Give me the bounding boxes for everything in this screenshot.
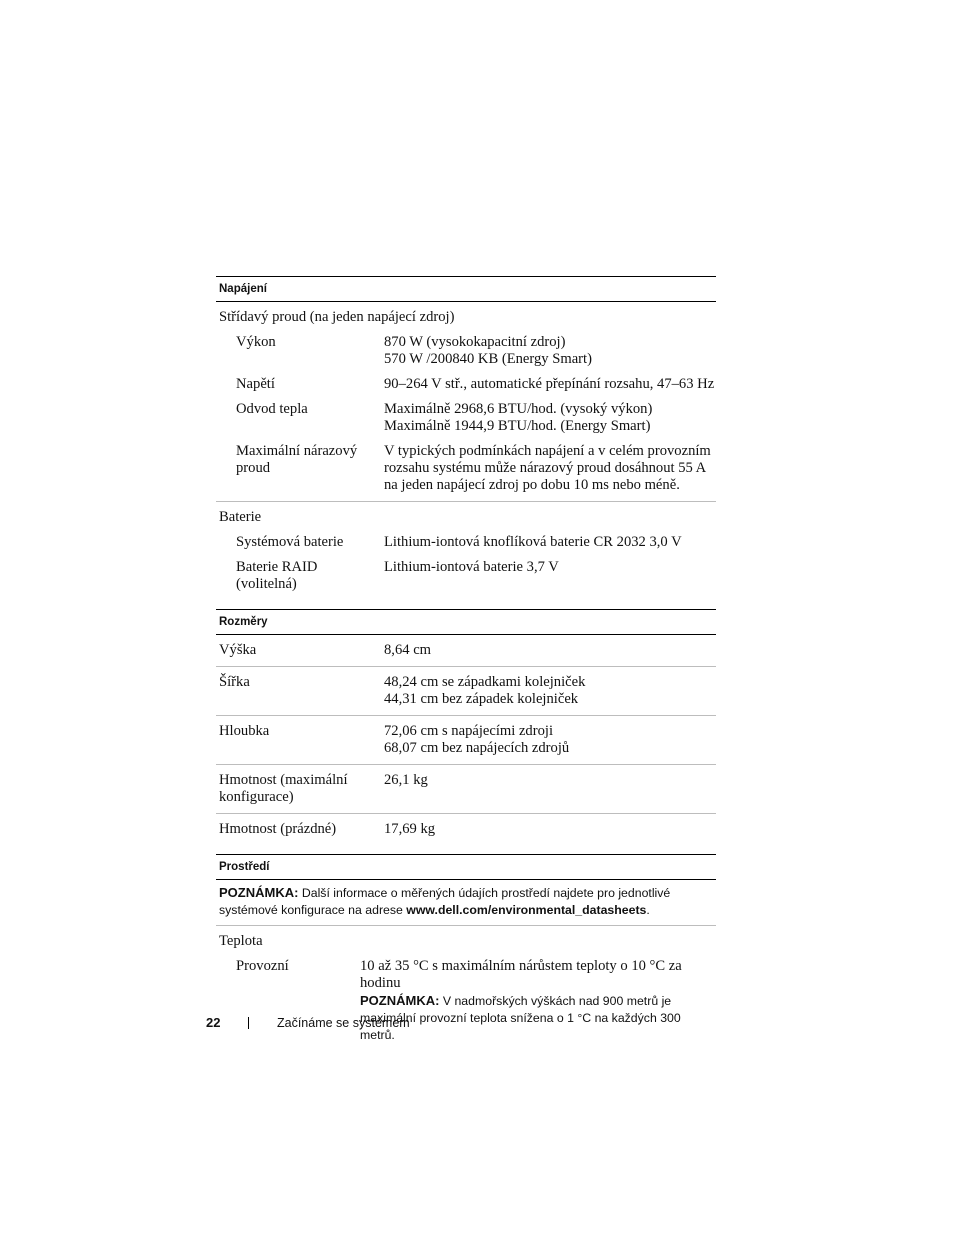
group-battery: Baterie	[219, 509, 262, 525]
label-height: Výška	[219, 642, 257, 658]
label-line: Baterie RAID	[236, 559, 318, 575]
label-empty-weight: Hmotnost (prázdné)	[219, 821, 337, 837]
value-max-weight: 26,1 kg	[384, 772, 428, 788]
value-line: 870 W (vysokokapacitní zdroj)	[384, 334, 566, 350]
specification-table	[216, 276, 716, 1044]
row-width	[216, 667, 716, 716]
value-system-battery: Lithium-iontová knoflíková baterie CR 2032 3,0 V	[384, 534, 682, 550]
value-operating	[360, 958, 716, 1044]
label-operating: Provozní	[236, 958, 289, 974]
value-line: 72,06 cm s napájecími zdroji	[384, 723, 553, 739]
environmental-datasheets-link[interactable]: www.dell.com/environmental_datasheets	[406, 903, 647, 917]
label-wattage: Výkon	[236, 334, 276, 350]
chapter-title: Začínáme se systémem	[277, 1015, 410, 1030]
note-label: POZNÁMKA:	[219, 885, 299, 900]
group-temperature: Teplota	[219, 933, 263, 949]
value-line: Maximálně 1944,9 BTU/hod. (Energy Smart)	[384, 418, 651, 434]
label-line: (volitelná)	[236, 576, 297, 592]
label-width: Šířka	[219, 674, 250, 690]
label-raid-battery	[216, 559, 384, 593]
row-raid-battery	[216, 551, 716, 593]
value-voltage: 90–264 V stř., automatické přepínání rozsahu, 47–63 Hz	[384, 376, 715, 392]
value-empty-weight: 17,69 kg	[384, 821, 436, 837]
environment-note	[216, 880, 716, 926]
value-line: 44,31 cm bez západek kolejniček	[384, 691, 579, 707]
page-number: 22	[206, 1015, 221, 1030]
note-text: .	[646, 903, 650, 917]
label-inrush	[216, 443, 384, 494]
group-ac-power: Střídavý proud (na jeden napájecí zdroj)	[219, 309, 455, 325]
value-width	[384, 674, 716, 708]
value-line: 68,07 cm bez napájecích zdrojů	[384, 740, 570, 756]
note-label: POZNÁMKA:	[360, 993, 440, 1008]
value-line: rozsahu systému může nárazový proud dosáhnout 55 A	[384, 460, 707, 476]
section-heading-power: Napájení	[216, 276, 716, 302]
label-line: Hmotnost (maximální	[219, 772, 348, 788]
value-inrush	[384, 443, 716, 494]
row-voltage	[216, 368, 716, 393]
value-line: na jeden napájecí zdroj po dobu 10 ms nebo méně.	[384, 477, 680, 493]
label-line: konfigurace)	[219, 789, 294, 805]
row-system-battery	[216, 526, 716, 551]
row-heat-dissipation	[216, 393, 716, 435]
note-text: V nadmořských výškách nad 900 metrů je	[439, 994, 672, 1008]
value-height: 8,64 cm	[384, 642, 432, 658]
label-heat: Odvod tepla	[236, 401, 308, 417]
row-max-weight	[216, 765, 716, 814]
row-inrush-current	[216, 435, 716, 502]
label-line: proud	[236, 460, 271, 476]
label-max-weight	[216, 772, 384, 806]
section-heading-dimensions: Rozměry	[216, 609, 716, 635]
label-voltage: Napětí	[236, 376, 275, 392]
label-system-battery: Systémová baterie	[236, 534, 344, 550]
value-heat	[384, 401, 716, 435]
label-depth: Hloubka	[219, 723, 270, 739]
label-line: Maximální nárazový	[236, 443, 358, 459]
row-height	[216, 635, 716, 667]
note-text: Další informace o měřených údajích prostředí najdete pro jednotlivé	[298, 886, 671, 900]
row-depth	[216, 716, 716, 765]
value-line: V typických podmínkách napájení a v celém provozním	[384, 443, 711, 459]
section-heading-environment: Prostředí	[216, 854, 716, 880]
note-text: maximální provozní teplota snížena o 1 °C na každých 300 metrů.	[360, 1011, 681, 1042]
value-line: 48,24 cm se západkami kolejniček	[384, 674, 586, 690]
operating-note	[360, 992, 716, 1044]
value-line: Maximálně 2968,6 BTU/hod. (vysoký výkon)	[384, 401, 653, 417]
note-text: systémové konfigurace na adrese	[219, 903, 407, 917]
row-wattage	[216, 326, 716, 368]
page-footer	[206, 1015, 410, 1030]
value-depth	[384, 723, 716, 757]
value-line: 570 W /200840 KB (Energy Smart)	[384, 351, 592, 367]
value-line: hodinu	[360, 975, 401, 991]
value-line: 10 až 35 °C s maximálním nárůstem teploty o 10 °C za	[360, 958, 682, 974]
footer-separator	[248, 1017, 249, 1029]
value-raid-battery: Lithium-iontová baterie 3,7 V	[384, 559, 559, 575]
value-wattage	[384, 334, 716, 368]
row-empty-weight	[216, 814, 716, 838]
